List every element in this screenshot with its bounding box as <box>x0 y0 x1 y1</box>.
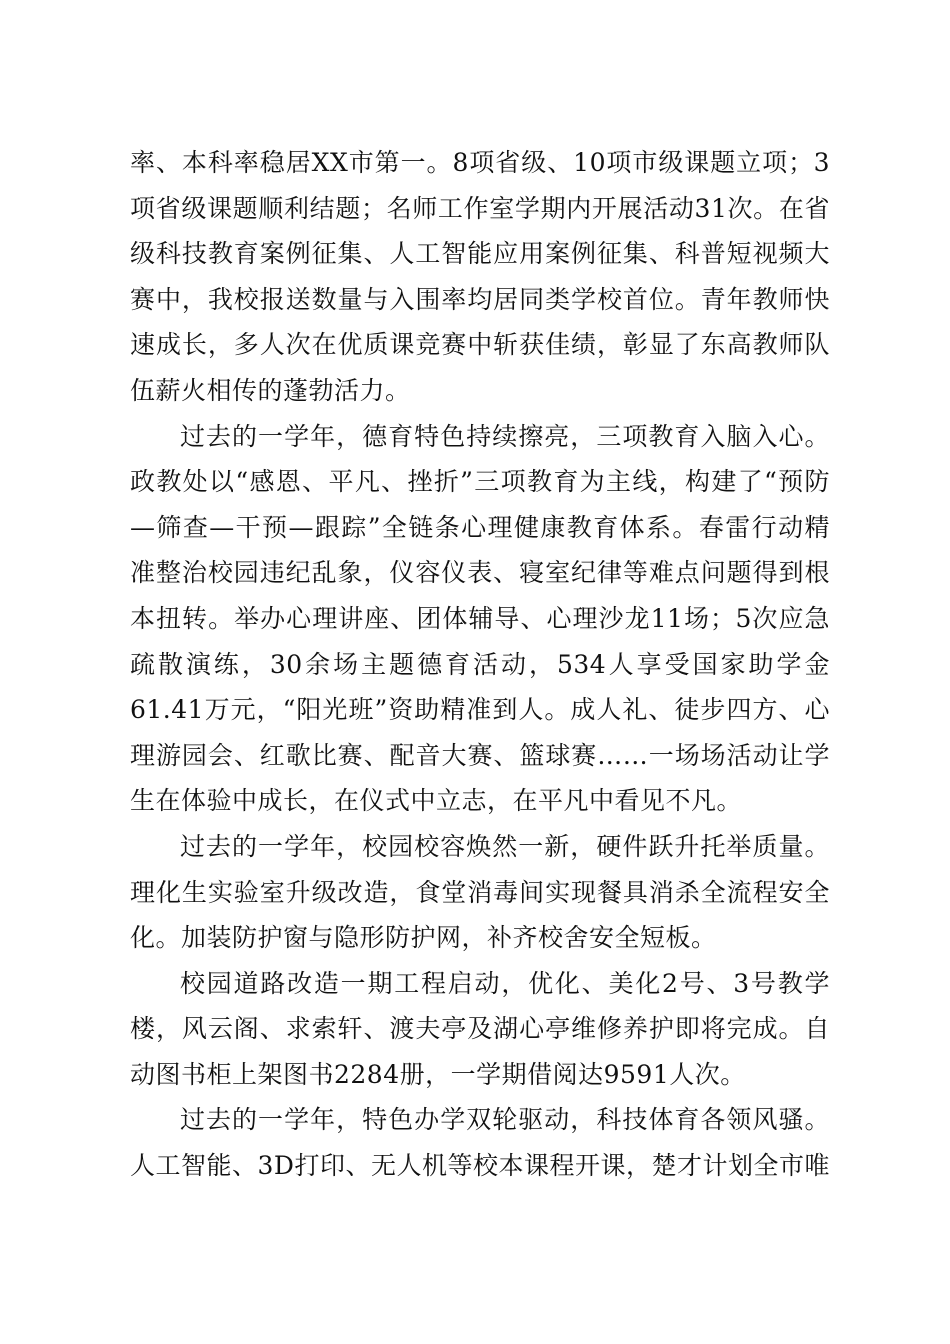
paragraph-campus-facilities: 过去的一学年，校园校容焕然一新，硬件跃升托举质量。理化生实验室升级改造，食堂消毒间实现餐具消杀全流程安全化。加装防护窗与隐形防护网，补齐校舍安全短板。 <box>130 831 830 953</box>
paragraph-moral-education: 过去的一学年，德育特色持续擦亮，三项教育入脑入心。政教处以“感恩、平凡、挫折”三项教育为主线，构建了“预防—筛查—干预—跟踪”全链条心理健康教育体系。春雷行动精准整治校园违纪乱象，仪容仪表、寝室纪律等难点问题得到根本扭转。举办心理讲座、团体辅导、心理沙龙11场；5次应急疏散演练，30余场主题德育活动，534人享受国家助学金61.41万元，“阳光班”资助精准到人。成人礼、徒步四方、心理游园会、红歌比赛、配音大赛、篮球赛……一场场活动让学生在体验中成长，在仪式中立志，在平凡中看见不凡。 <box>130 421 830 816</box>
paragraph-road-renovation: 校园道路改造一期工程启动，优化、美化2号、3号教学楼，风云阁、求索轩、渡夫亭及湖心亭维修养护即将完成。自动图书柜上架图书2284册，一学期借阅达9591人次。 <box>130 968 830 1089</box>
document-body <box>130 140 830 1189</box>
paragraph-special-programs: 过去的一学年，特色办学双轮驱动，科技体育各领风骚。人工智能、3D打印、无人机等校本课程开课，楚才计划全市唯 <box>130 1105 830 1181</box>
paragraph-continued: 率、本科率稳居XX市第一。8项省级、10项市级课题立项；3项省级课题顺利结题；名师工作室学期内开展活动31次。在省级科技教育案例征集、人工智能应用案例征集、科普短视频大赛中，我校报送数量与入围率均居同类学校首位。青年教师快速成长，多人次在优质课竞赛中斩获佳绩，彰显了东高教师队伍薪火相传的蓬勃活力。 <box>130 148 830 405</box>
